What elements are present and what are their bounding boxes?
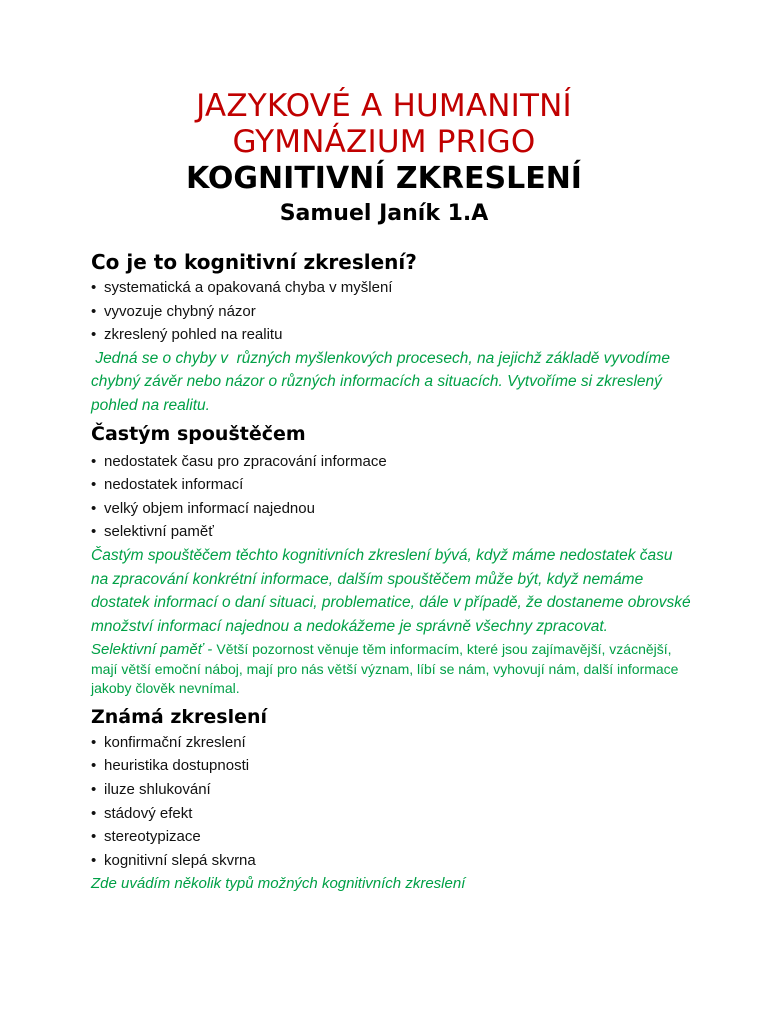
list-item: • kognitivní slepá skvrna: [91, 849, 691, 873]
bullet-icon: •: [91, 781, 97, 798]
school-name-line2: GYMNÁZIUM PRIGO: [232, 124, 536, 160]
bullet-icon: •: [91, 757, 97, 775]
list-item: • stádový efekt: [91, 802, 691, 826]
list-item: • velký objem informací najednou: [91, 497, 691, 521]
bullet-icon: •: [91, 279, 97, 296]
bullet-icon: •: [91, 499, 97, 517]
list-item: • systematická a opakovaná chyba v myšlení: [91, 276, 691, 300]
known-biases-list: [91, 731, 691, 873]
bullet-icon: •: [91, 326, 97, 344]
school-name-line1: JAZYKOVÉ A HUMANITNÍ: [196, 88, 572, 124]
bullet-icon: •: [91, 452, 97, 470]
selective-memory-note: [91, 640, 691, 699]
list-item: • nedostatek času pro zpracování informace: [91, 450, 691, 474]
bullet-icon: •: [91, 476, 97, 494]
bullet-icon: •: [91, 733, 97, 751]
list-item: • iluze shlukování: [91, 778, 691, 802]
bullet-icon: •: [91, 804, 97, 822]
definition-list: [91, 276, 691, 347]
definition-note: Jedná se o chyby v různých myšlenkových procesech, na jejichž základě vyvodíme chybný závěr nebo názor o různých informacích a situacích. Vytvoříme si zkreslený pohled na realitu.: [91, 349, 675, 414]
document-body: [91, 248, 691, 896]
selective-memory-label: Selektivní paměť -: [91, 641, 217, 659]
list-item: • heuristika dostupnosti: [91, 754, 691, 778]
list-item: • selektivní paměť: [91, 520, 691, 544]
bullet-icon: •: [91, 302, 97, 320]
known-biases-note: Zde uvádím několik typů možných kognitivních zkreslení: [91, 875, 466, 893]
list-item: • zkreslený pohled na realitu: [91, 323, 691, 347]
bullet-icon: •: [91, 523, 97, 541]
list-item: • konfirmační zkreslení: [91, 731, 691, 755]
section-heading-known-biases: Známá zkreslení: [91, 705, 268, 728]
author-line: Samuel Janík 1.A: [279, 201, 489, 226]
document-topic: KOGNITIVNÍ ZKRESLENÍ: [186, 161, 582, 196]
selective-memory-text: Větší pozornost věnuje těm informacím, které jsou zajímavější, vzácnější, mají větší emoční náboj, mají pro nás větší význam, líbí se nám, vyhovují nám, další informace jakoby člověk nevnímal.: [91, 641, 679, 697]
title-block: [0, 88, 768, 229]
section-heading-triggers: Častým spouštěčem: [91, 422, 306, 445]
list-item: • nedostatek informací: [91, 473, 691, 497]
bullet-icon: •: [91, 851, 97, 869]
bullet-icon: •: [91, 828, 97, 846]
list-item: • stereotypizace: [91, 825, 691, 849]
section-heading-definition: Co je to kognitivní zkreslení?: [91, 250, 417, 274]
list-item: • vyvozuje chybný názor: [91, 300, 691, 324]
triggers-note: Častým spouštěčem těchto kognitivních zkreslení bývá, když máme nedostatek času na zpracování konkrétní informace, dalším spouštěčem může být, když nemáme dostatek informací o daní situaci, problematice, dále v případě, že dostaneme obrovské množství informací najednou a nedokážeme je správně všechny zpracovat.: [91, 546, 691, 635]
triggers-list: [91, 450, 691, 544]
